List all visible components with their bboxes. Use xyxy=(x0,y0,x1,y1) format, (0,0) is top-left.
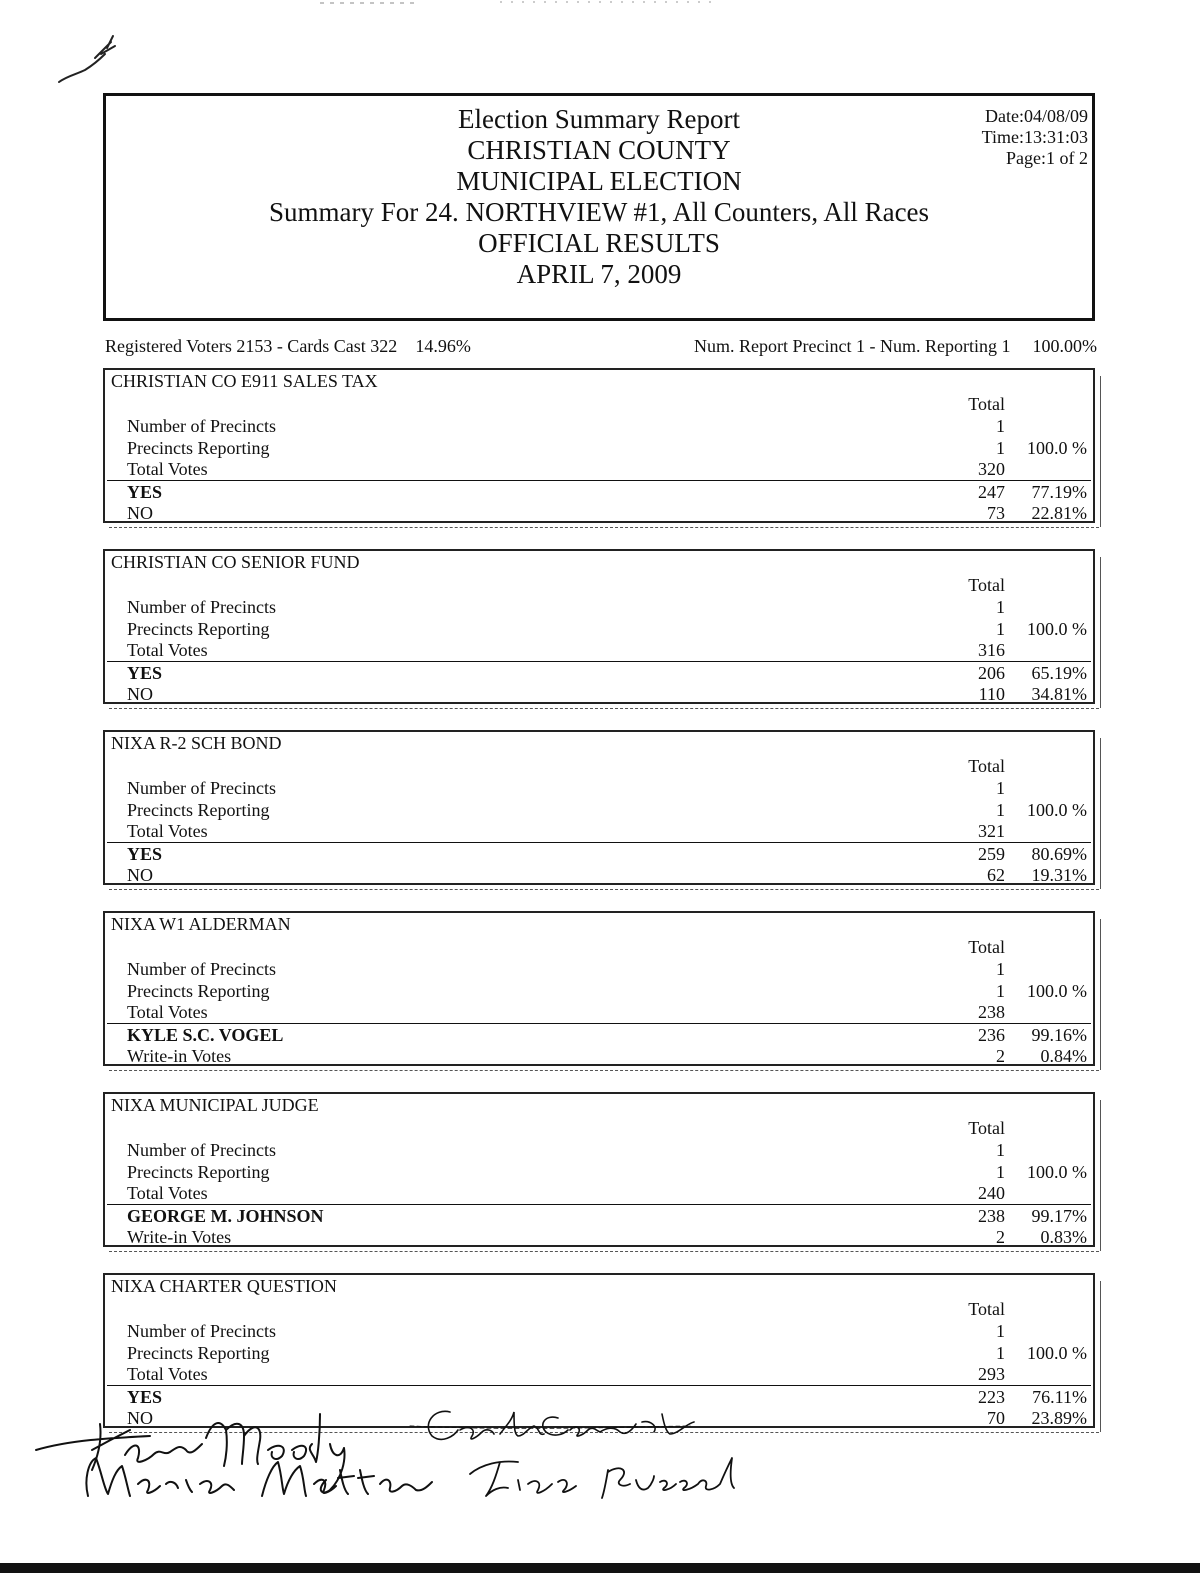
row-value: 238 xyxy=(978,1002,1005,1022)
scan-bottom-edge xyxy=(0,1563,1200,1573)
row-value: 1 xyxy=(996,778,1005,798)
summary-scope: Summary For 24. NORTHVIEW #1, All Counters, All Races xyxy=(268,197,930,227)
row-label: Total Votes xyxy=(127,640,208,660)
row-label: Precincts Reporting xyxy=(127,981,270,1001)
county-name: CHRISTIAN COUNTY xyxy=(467,135,731,165)
number-of-precincts-row xyxy=(127,415,1093,437)
choice-name: YES xyxy=(127,482,163,502)
precincts-reporting-row xyxy=(127,799,1093,821)
choice-votes: 110 xyxy=(978,684,1005,704)
row-label: Number of Precincts xyxy=(127,959,276,979)
row-label: Total Votes xyxy=(127,1364,208,1384)
choice-row xyxy=(127,662,1093,684)
precincts-reporting-row xyxy=(127,618,1093,640)
choice-votes: 62 xyxy=(987,865,1005,885)
choice-percent: 19.31% xyxy=(1031,865,1087,885)
race-box xyxy=(103,1092,1095,1247)
race-title: NIXA R-2 SCH BOND xyxy=(111,733,282,753)
number-of-precincts-row xyxy=(127,1320,1093,1342)
results-status: OFFICIAL RESULTS xyxy=(478,228,720,258)
row-label: Precincts Reporting xyxy=(127,1343,270,1363)
report-date: Date:04/08/09 xyxy=(985,106,1088,126)
total-column-header: Total xyxy=(968,756,1005,776)
row-value: 293 xyxy=(978,1364,1005,1384)
choice-name: GEORGE M. JOHNSON xyxy=(127,1206,324,1226)
row-value: 320 xyxy=(978,459,1005,479)
total-column-header: Total xyxy=(968,1118,1005,1138)
row-percent: 100.0 % xyxy=(1027,1162,1087,1182)
race-box xyxy=(103,368,1095,523)
registered-voters: Registered Voters 2153 - Cards Cast 322 xyxy=(105,336,398,356)
choice-name: NO xyxy=(127,684,153,704)
precincts-reporting-row xyxy=(127,1342,1093,1364)
row-value: 1 xyxy=(996,1140,1005,1160)
choice-name: NO xyxy=(127,865,153,885)
choice-name: Write-in Votes xyxy=(127,1046,232,1066)
row-value: 1 xyxy=(996,959,1005,979)
race-title: CHRISTIAN CO SENIOR FUND xyxy=(111,552,360,572)
report-title-block xyxy=(106,104,1092,290)
choice-percent: 99.16% xyxy=(1031,1025,1087,1045)
page-number: Page:1 of 2 xyxy=(1006,148,1088,168)
row-value: 1 xyxy=(996,1343,1005,1363)
choice-name: NO xyxy=(127,503,153,523)
row-label: Precincts Reporting xyxy=(127,800,270,820)
turnout-percent: 14.96% xyxy=(415,336,471,356)
choice-percent: 22.81% xyxy=(1031,503,1087,523)
row-value: 1 xyxy=(996,1321,1005,1341)
total-column-header: Total xyxy=(968,937,1005,957)
race-title: CHRISTIAN CO E911 SALES TAX xyxy=(111,371,378,391)
choice-percent: 80.69% xyxy=(1031,844,1087,864)
row-value: 321 xyxy=(978,821,1005,841)
row-percent: 100.0 % xyxy=(1027,800,1087,820)
choice-row xyxy=(127,481,1093,503)
number-of-precincts-row xyxy=(127,596,1093,618)
precincts-reporting-row xyxy=(127,1161,1093,1183)
total-votes-row xyxy=(127,1363,1093,1385)
row-value: 1 xyxy=(996,1162,1005,1182)
choice-row xyxy=(127,1226,1093,1248)
report-time: Time:13:31:03 xyxy=(981,127,1088,147)
row-label: Total Votes xyxy=(127,821,208,841)
number-of-precincts-row xyxy=(127,958,1093,980)
total-votes-row xyxy=(127,1001,1093,1023)
number-of-precincts-row xyxy=(127,1139,1093,1161)
row-value: 1 xyxy=(996,800,1005,820)
choice-votes: 247 xyxy=(978,482,1005,502)
row-label: Precincts Reporting xyxy=(127,438,270,458)
row-value: 1 xyxy=(996,981,1005,1001)
signatures xyxy=(30,1400,750,1510)
choice-name: NO xyxy=(127,1408,153,1428)
total-column-header: Total xyxy=(968,1299,1005,1319)
choice-votes: 259 xyxy=(978,844,1005,864)
row-value: 1 xyxy=(996,619,1005,639)
choice-row xyxy=(127,1024,1093,1046)
race-title: NIXA CHARTER QUESTION xyxy=(111,1276,337,1296)
total-votes-row xyxy=(127,458,1093,480)
choice-percent: 0.84% xyxy=(1040,1046,1087,1066)
choice-name: YES xyxy=(127,1387,163,1407)
row-percent: 100.0 % xyxy=(1027,619,1087,639)
turnout-summary xyxy=(105,336,1097,360)
total-column-header: Total xyxy=(968,394,1005,414)
precincts-reporting-row xyxy=(127,437,1093,459)
total-votes-row xyxy=(127,1182,1093,1204)
precincts-reporting-row xyxy=(127,980,1093,1002)
signature-marian-matthews xyxy=(86,1458,432,1496)
choice-votes: 206 xyxy=(978,663,1005,683)
row-percent: 100.0 % xyxy=(1027,1343,1087,1363)
choice-row xyxy=(127,1045,1093,1067)
scan-specks xyxy=(300,0,800,8)
signature-karen-moody xyxy=(36,1414,344,1492)
choice-percent: 23.89% xyxy=(1031,1408,1087,1428)
row-value: 1 xyxy=(996,416,1005,436)
row-label: Number of Precincts xyxy=(127,597,276,617)
choice-name: Write-in Votes xyxy=(127,1227,232,1247)
choice-percent: 34.81% xyxy=(1031,684,1087,704)
race-box xyxy=(103,730,1095,885)
reporting-percent: 100.00% xyxy=(1032,336,1097,356)
row-label: Number of Precincts xyxy=(127,1140,276,1160)
row-percent: 100.0 % xyxy=(1027,981,1087,1001)
row-label: Number of Precincts xyxy=(127,778,276,798)
choice-percent: 65.19% xyxy=(1031,663,1087,683)
row-value: 1 xyxy=(996,597,1005,617)
row-label: Number of Precincts xyxy=(127,416,276,436)
choice-row xyxy=(127,864,1093,886)
choice-votes: 70 xyxy=(987,1408,1005,1428)
choice-row xyxy=(127,502,1093,524)
choice-votes: 223 xyxy=(978,1387,1005,1407)
row-label: Total Votes xyxy=(127,1002,208,1022)
pen-mark-icon xyxy=(55,30,125,90)
race-box xyxy=(103,549,1095,704)
race-box xyxy=(103,911,1095,1066)
row-label: Precincts Reporting xyxy=(127,619,270,639)
election-date: APRIL 7, 2009 xyxy=(516,259,682,289)
choice-row xyxy=(127,683,1093,705)
choice-votes: 2 xyxy=(996,1227,1005,1247)
choice-percent: 76.11% xyxy=(1032,1387,1087,1407)
number-of-precincts-row xyxy=(127,777,1093,799)
signature-carla-essick xyxy=(410,1411,694,1439)
election-name: MUNICIPAL ELECTION xyxy=(456,166,742,196)
report-meta xyxy=(982,106,1088,169)
choice-votes: 236 xyxy=(978,1025,1005,1045)
choice-percent: 99.17% xyxy=(1031,1206,1087,1226)
choice-percent: 0.83% xyxy=(1040,1227,1087,1247)
row-percent: 100.0 % xyxy=(1027,438,1087,458)
row-label: Total Votes xyxy=(127,1183,208,1203)
choice-name: YES xyxy=(127,844,163,864)
row-value: 240 xyxy=(978,1183,1005,1203)
choice-votes: 2 xyxy=(996,1046,1005,1066)
choice-percent: 77.19% xyxy=(1031,482,1087,502)
report-header xyxy=(103,93,1095,321)
choice-row xyxy=(127,1205,1093,1227)
total-votes-row xyxy=(127,639,1093,661)
race-title: NIXA W1 ALDERMAN xyxy=(111,914,291,934)
choice-votes: 238 xyxy=(978,1206,1005,1226)
race-title: NIXA MUNICIPAL JUDGE xyxy=(111,1095,319,1115)
precincts-reporting-summary: Num. Report Precinct 1 - Num. Reporting 1 xyxy=(694,336,1011,356)
row-label: Number of Precincts xyxy=(127,1321,276,1341)
choice-row xyxy=(127,843,1093,865)
total-column-header: Total xyxy=(968,575,1005,595)
row-value: 316 xyxy=(978,640,1005,660)
signature-lisa-russell xyxy=(470,1458,734,1498)
choice-name: YES xyxy=(127,663,163,683)
row-label: Total Votes xyxy=(127,459,208,479)
row-value: 1 xyxy=(996,438,1005,458)
choice-name: KYLE S.C. VOGEL xyxy=(127,1025,284,1045)
total-votes-row xyxy=(127,820,1093,842)
choice-votes: 73 xyxy=(987,503,1005,523)
report-title: Election Summary Report xyxy=(458,104,740,134)
row-label: Precincts Reporting xyxy=(127,1162,270,1182)
